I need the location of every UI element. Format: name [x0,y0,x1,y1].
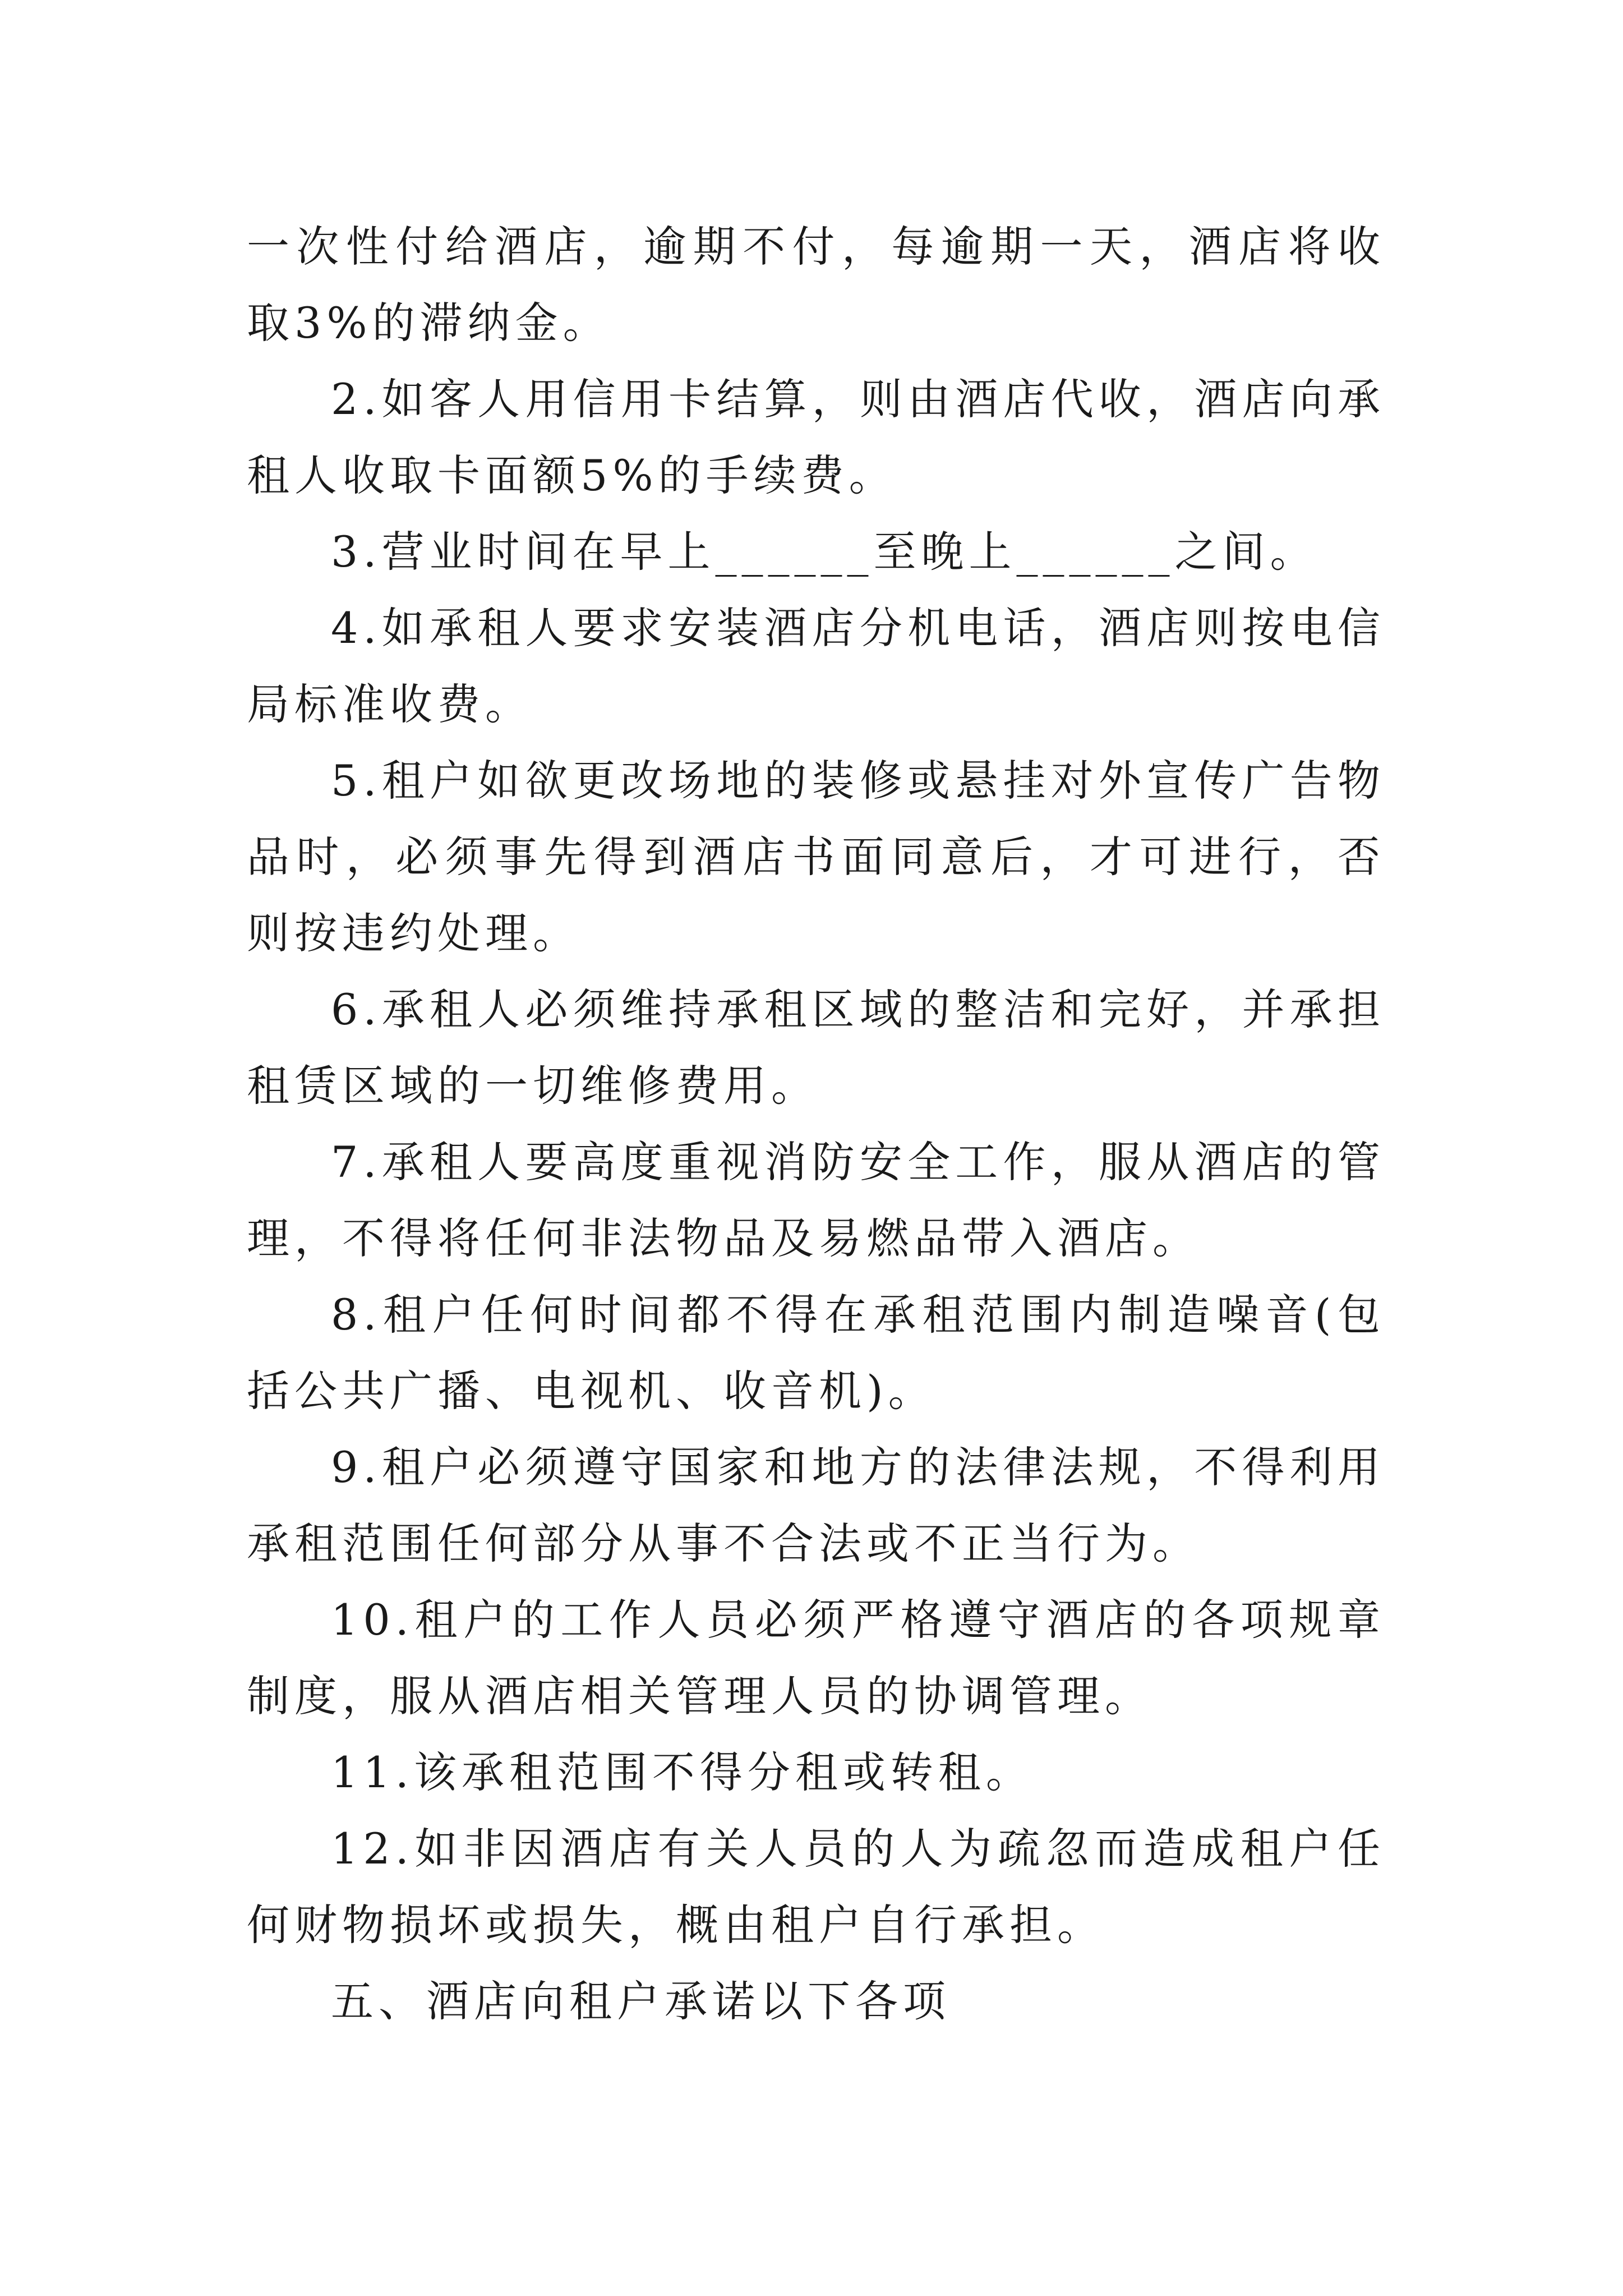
paragraph-continuation: 一次性付给酒店，逾期不付，每逾期一天，酒店将收取3%的滞纳金。 [247,222,1385,348]
clause-11: 11.该承租范围不得分租或转租。 [331,1747,1034,1797]
clause-3: 3.营业时间在早上______至晚上______之间。 [331,527,1318,577]
clause-8: 8.租户任何时间都不得在承租范围内制造噪音(包括公共广播、电视机、收音机)。 [247,1290,1385,1416]
clause-6: 6.承租人必须维持承租区域的整洁和完好，并承担租赁区域的一切维修费用。 [247,984,1385,1111]
clause-5: 5.租户如欲更改场地的装修或悬挂对外宣传广告物品时，必须事先得到酒店书面同意后，才可进行，否则按违约处理。 [247,756,1385,958]
clause-2: 2.如客人用信用卡结算，则由酒店代收，酒店向承租人收取卡面额5%的手续费。 [247,374,1385,500]
clause-7: 7.承租人要高度重视消防安全工作，服从酒店的管理，不得将任何非法物品及易燃品带入酒店。 [247,1137,1385,1263]
clause-12: 12.如非因酒店有关人员的人为疏忽而造成租户任何财物损坏或损失，概由租户自行承担。 [247,1824,1385,1950]
clause-10: 10.租户的工作人员必须严格遵守酒店的各项规章制度，服从酒店相关管理人员的协调管理。 [247,1595,1385,1721]
clause-9: 9.租户必须遵守国家和地方的法律法规，不得利用承租范围任何部分从事不合法或不正当行为。 [247,1442,1385,1568]
document-body [247,209,1385,2040]
section-heading-5: 五、酒店向租户承诺以下各项 [331,1976,951,2026]
clause-4: 4.如承租人要求安装酒店分机电话，酒店则按电信局标准收费。 [247,603,1385,729]
